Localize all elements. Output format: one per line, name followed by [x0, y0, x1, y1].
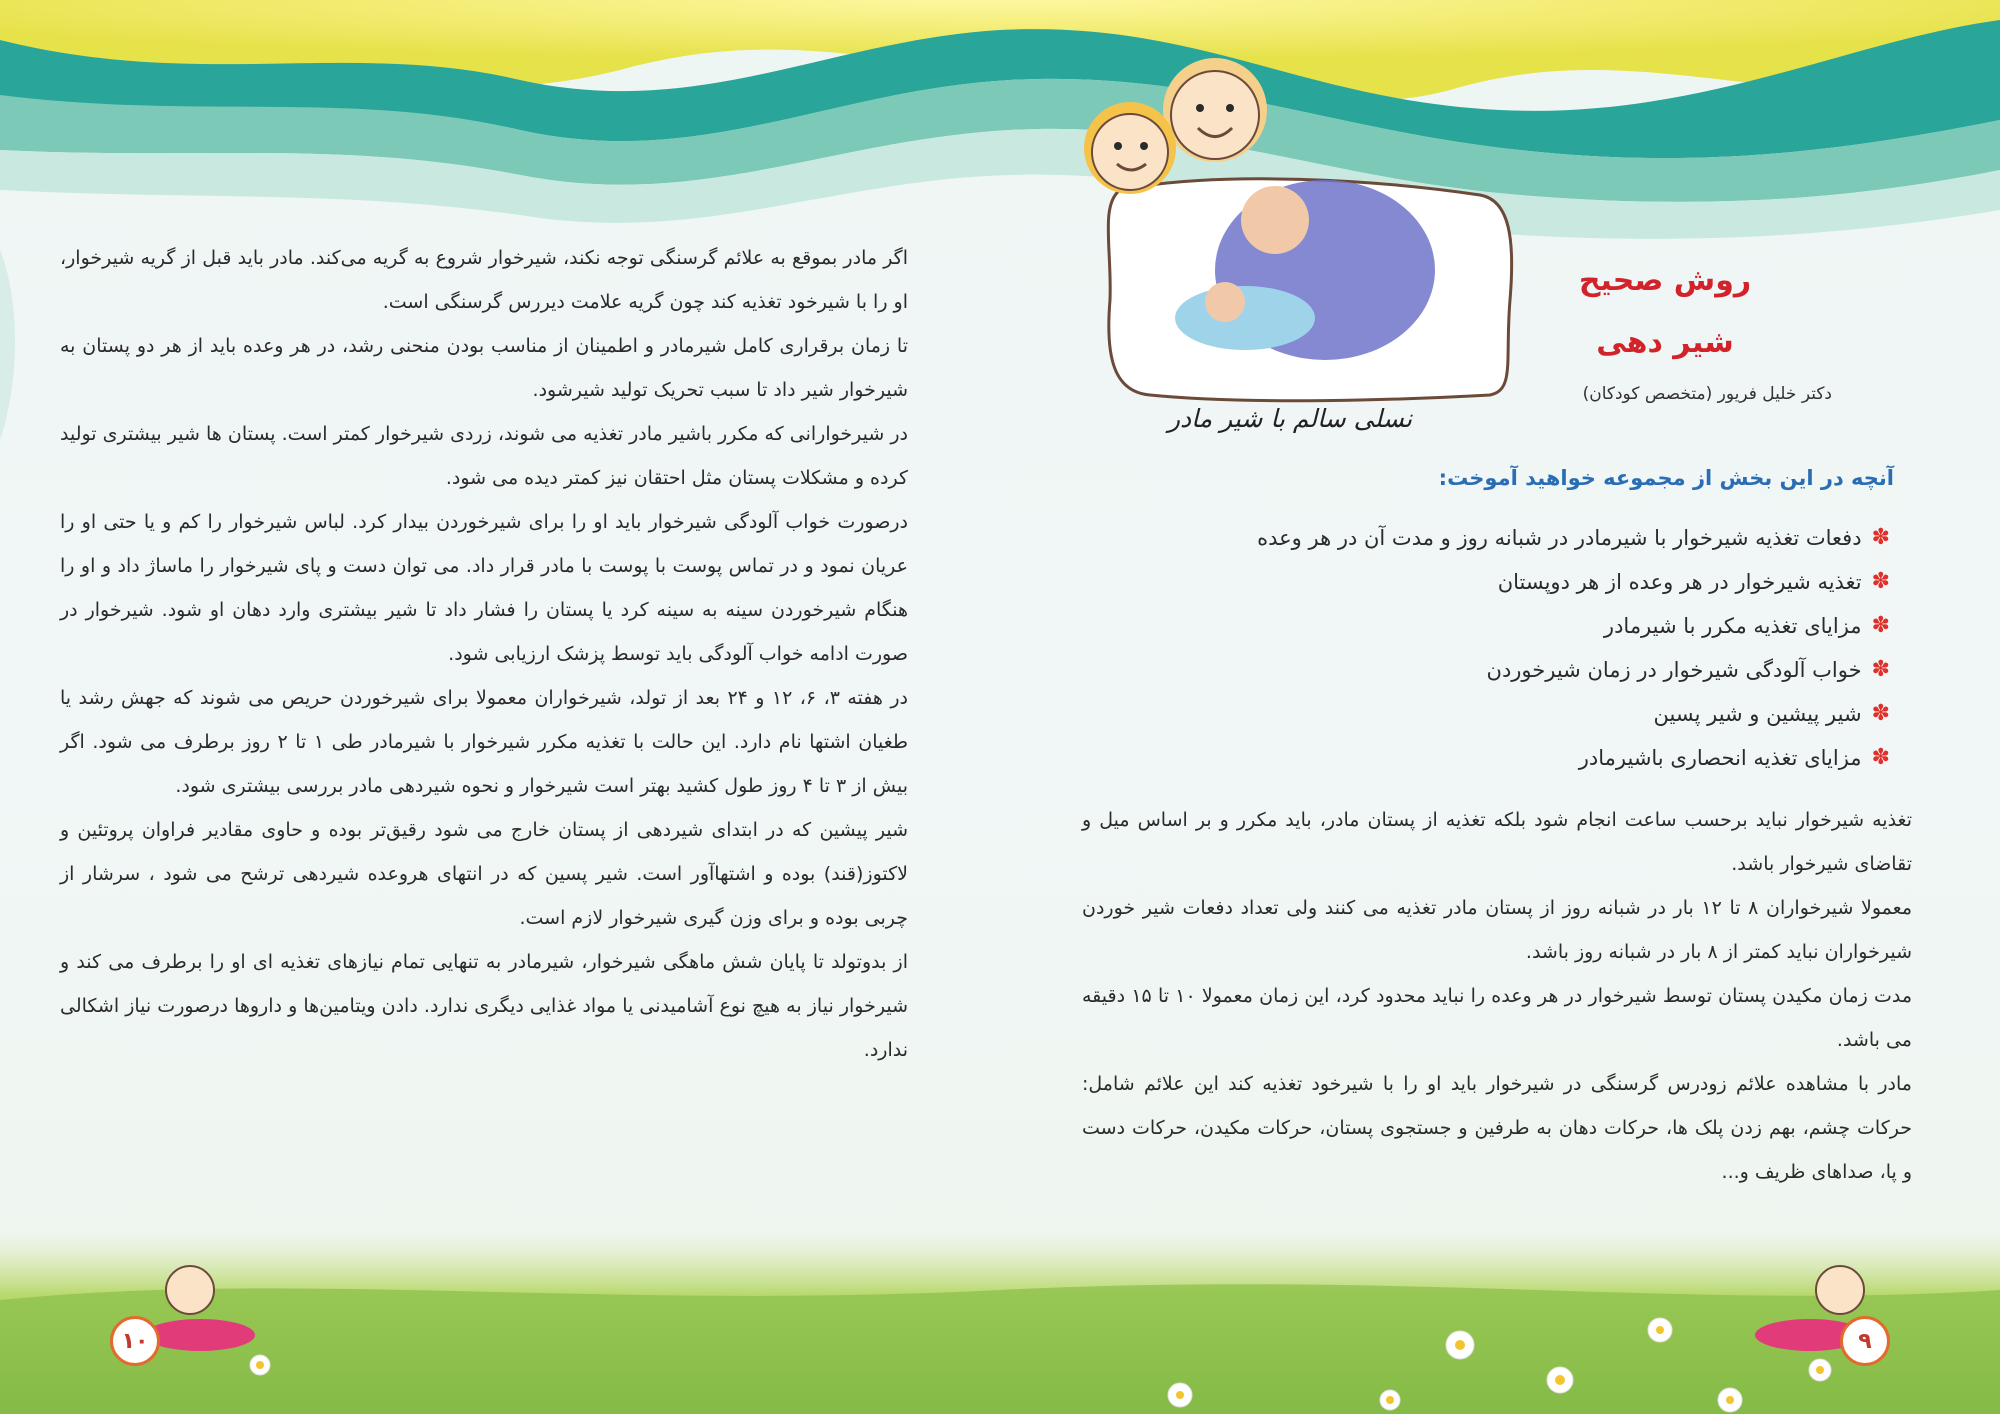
list-item: ✽ مزایای تغذیه انحصاری باشیرمادر — [1257, 736, 1890, 780]
mascot-left — [145, 1266, 255, 1351]
paragraph: مادر با مشاهده علائم زودرس گرسنگی در شیرخوار باید او را با شیرخود تغذیه کند این علائم شامل: حرکات چشم، بهم زدن پلک ها، حرکات دهان به طرفین و جستجوی پستان، حرکات مکیدن، حرکات دست و پا، صداهای ظریف و... — [1082, 1073, 1912, 1183]
title-line-2: شیر دهی — [1596, 325, 1734, 360]
list-item: ✽ دفعات تغذیه شیرخوار با شیرمادر در شبانه روز و مدت آن در هر وعده — [1257, 516, 1890, 560]
paragraph: اگر مادر بموقع به علائم گرسنگی توجه نکند، شیرخوار شروع به گریه می‌کند. مادر باید قبل از گریه شیرخوار، او را با شیرخود تغذیه کند چون گریه علامت دیررس گرسنگی است. — [60, 247, 908, 313]
paragraph: در شیرخوارانی که مکرر باشیر مادر تغذیه می شوند، زردی شیرخوار کمتر است. پستان ها شیر بیشتری تولید کرده و مشکلات پستان مثل احتقان نیز کمتر دیده می شود. — [60, 423, 908, 489]
paragraph: از بدوتولد تا پایان شش ماهگی شیرخوار، شیرمادر به تنهایی تمام نیازهای تغذیه ای او را برطرف می کند و شیرخوار نیاز به هیچ نوع آشامیدنی یا مواد غذایی دیگری ندارد. دادن ویتامین‌ها و داروها درصورت نیاز اشکالی ندارد. — [60, 951, 908, 1061]
author-name: دکتر خلیل فریور (متخصص کودکان) — [1582, 384, 1832, 404]
list-item: ✽ مزایای تغذیه مکرر با شیرمادر — [1257, 604, 1890, 648]
flower-bullet-icon: ✽ — [1871, 613, 1890, 638]
paragraph: مدت زمان مکیدن پستان توسط شیرخوار در هر وعده را نباید محدود کرد، این زمان معمولا ۱۰ تا ۱۵ دقیقه می باشد. — [1082, 985, 1913, 1051]
right-page-body — [1082, 798, 1912, 1194]
paragraph: در هفته ۳، ۶، ۱۲ و ۲۴ بعد از تولد، شیرخواران معمولا برای شیرخوردن حریص می شوند که جهش رشد یا طغیان اشتها نام دارد. این حالت با تغذیه مکرر شیرخوار با شیرمادر طی ۱ تا ۲ روز برطرف می شود. اگر بیش از ۳ تا ۴ روز طول کشید بهتر است شیرخوار و نحوه شیردهی مادر بررسی بیشتری شود. — [60, 687, 909, 797]
list-item: ✽ تغذیه شیرخوار در هر وعده از هر دوپستان — [1257, 560, 1890, 604]
paragraph: شیر پیشین که در ابتدای شیردهی از پستان خارج می شود رقیق‌تر بوده و حاوی مقادیر فراوان پروتئین و لاکتوز(قند) بوده و اشتهاآور است. شیر پسین که در انتهای هروعده شیردهی ترشح می شود ، سرشار از چربی بوده و برای وزن گیری شیرخوار لازم است. — [60, 819, 908, 929]
lesson-heading: آنچه در این بخش از مجموعه خواهید آموخت: — [1438, 466, 1894, 490]
lesson-bullet-list — [1257, 516, 1890, 780]
list-item: ✽ خواب آلودگی شیرخوار در زمان شیرخوردن — [1257, 648, 1890, 692]
page-number-right: ۹ — [1840, 1316, 1890, 1366]
paragraph: تا زمان برقراری کامل شیرمادر و اطمینان از مناسب بودن منحنی رشد، در هر وعده باید از هر دو پستان به شیرخوار شیر داد تا سبب تحریک تولید شیرشود. — [60, 335, 908, 401]
paragraph: معمولا شیرخواران ۸ تا ۱۲ بار در شبانه روز از پستان مادر تغذیه می کنند ولی تعداد دفعات شیر خوردن شیرخواران نباید کمتر از ۸ بار در شبانه روز باشد. — [1082, 897, 1912, 963]
title-line-1: روش صحیح — [1578, 263, 1752, 298]
list-item: ✽ شیر پیشین و شیر پسین — [1257, 692, 1890, 736]
paragraph: درصورت خواب آلودگی شیرخوار باید او را برای شیرخوردن بیدار کرد. لباس شیرخوار را کم و یا حتی او را عریان نمود و در تماس پوست با پوست با مادر قرار داد. می توان دست و پای شیرخوار را ماساژ داد و او را هنگام شیرخوردن سینه به سینه کرد یا پستان را فشار داد تا شیر بیشتری وارد دهان او شود. شیرخوار در صورت ادامه خواب آلودگی باید توسط پزشک ارزیابی شود. — [60, 511, 908, 665]
page-number-left: ۱۰ — [110, 1316, 160, 1366]
flower-bullet-icon: ✽ — [1871, 525, 1890, 550]
flower-bullet-icon: ✽ — [1871, 701, 1890, 726]
photo-caption: نسلی سالم با شیر مادر — [1167, 404, 1413, 433]
left-page-body — [60, 236, 908, 1072]
flower-bullet-icon: ✽ — [1871, 569, 1890, 594]
flower-bullet-icon: ✽ — [1871, 657, 1890, 682]
paragraph: تغذیه شیرخوار نباید برحسب ساعت انجام شود بلکه تغذیه از پستان مادر، باید مکرر و بر اساس میل و تقاضای شیرخوار باشد. — [1082, 809, 1912, 875]
page-title — [1570, 250, 1760, 374]
flower-bullet-icon: ✽ — [1871, 745, 1890, 770]
